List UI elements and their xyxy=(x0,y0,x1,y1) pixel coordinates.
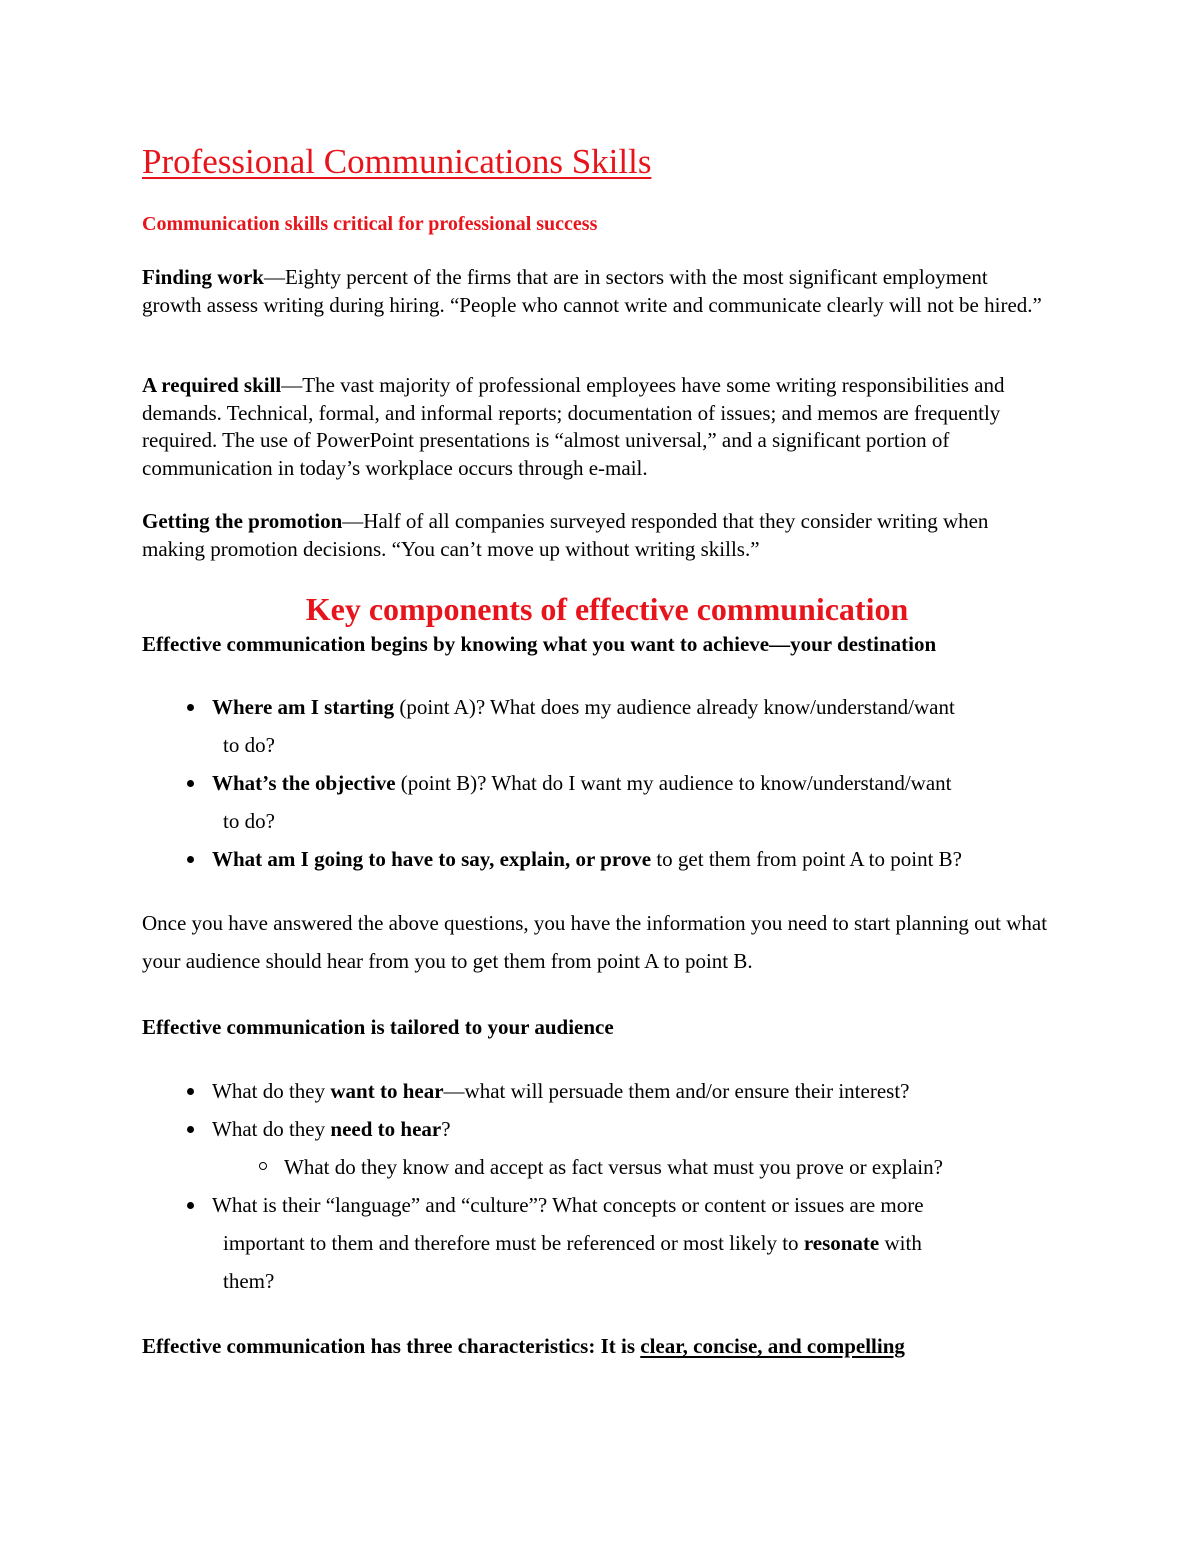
destination-bullet-list xyxy=(142,688,1072,878)
page-title: Professional Communications Skills xyxy=(142,142,652,181)
bullet-icon xyxy=(187,1126,194,1133)
sub-list-item: What do they know and accept as fact versus what must you prove or explain? xyxy=(142,1148,1072,1186)
list-item: What’s the objective (point B)? What do I want my audience to know/understand/want to do? xyxy=(142,764,1072,840)
paragraph-term: A required skill xyxy=(142,373,282,397)
section-heading-characteristics: Effective communication has three characteristics: It is clear, concise, and compelling xyxy=(142,1334,905,1358)
section-subtitle: Communication skills critical for professional success xyxy=(142,213,598,235)
section-heading-audience: Effective communication is tailored to your audience xyxy=(142,1015,614,1039)
list-item: What do they want to hear—what will persuade them and/or ensure their interest? xyxy=(142,1072,1072,1110)
list-item: What do they need to hear? xyxy=(142,1110,1072,1148)
audience-bullet-list xyxy=(142,1072,1072,1300)
paragraph-term: Finding work xyxy=(142,265,264,289)
closing-paragraph: Once you have answered the above questions, you have the information you need to start planning out what your audience should hear from you to get them from point A to point B. xyxy=(142,911,1048,973)
characteristics-underlined: clear, concise, and compelling xyxy=(640,1334,905,1358)
list-item: What is their “language” and “culture”? What concepts or content or issues are more important to them and therefore must be referenced or most likely to resonate with them? xyxy=(142,1186,1072,1300)
paragraph-text: —Half of all companies surveyed responded that they consider writing when making promotion decisions. “You can’t move up without writing skills.” xyxy=(142,509,989,561)
bullet-icon xyxy=(187,780,194,787)
section-heading-destination: Effective communication begins by knowing what you want to achieve—your destination xyxy=(142,632,937,656)
bullet-icon xyxy=(187,1088,194,1095)
paragraph-required-skill xyxy=(142,372,1052,482)
bullet-icon xyxy=(187,704,194,711)
bullet-icon xyxy=(187,856,194,863)
sub-bullet-icon xyxy=(259,1162,267,1170)
key-components-heading: Key components of effective communication xyxy=(305,591,909,627)
paragraph-text: —The vast majority of professional employees have some writing responsibilities and demands. Technical, formal, and informal reports; documentation of issues; and memos are frequently required. The use of PowerPoint presentations is “almost universal,” and a significant portion of communication in today’s workplace occurs through e-mail. xyxy=(142,373,1005,480)
paragraph-promotion xyxy=(142,508,1052,563)
bullet-icon xyxy=(187,1202,194,1209)
paragraph-finding-work xyxy=(142,264,1052,319)
list-item: What am I going to have to say, explain, or prove to get them from point A to point B? xyxy=(142,840,1072,878)
paragraph-text: —Eighty percent of the firms that are in sectors with the most significant employment growth assess writing during hiring. “People who cannot write and communicate clearly will not be hired.” xyxy=(142,265,1042,317)
paragraph-term: Getting the promotion xyxy=(142,509,343,533)
list-item: Where am I starting (point A)? What does my audience already know/understand/want to do? xyxy=(142,688,1072,764)
